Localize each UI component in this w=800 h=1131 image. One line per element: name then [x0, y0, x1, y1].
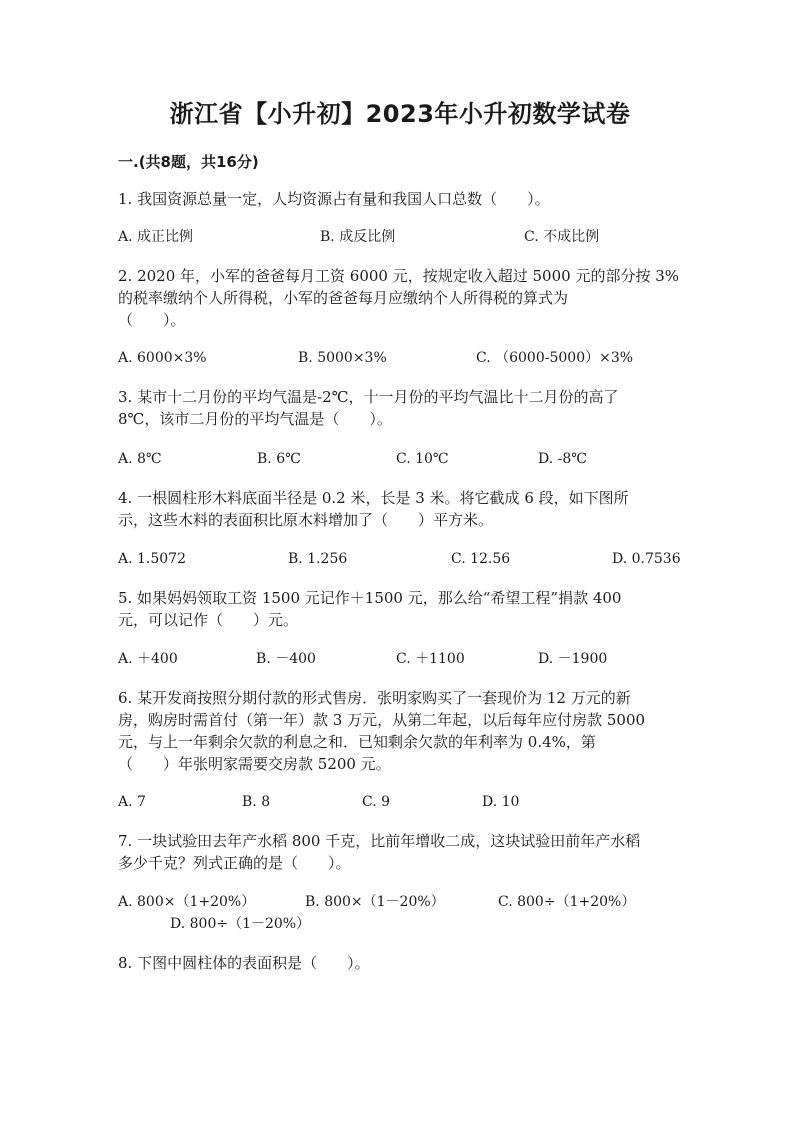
- page-title: 浙江省【小升初】2023年小升初数学试卷: [169, 100, 631, 128]
- q3-option-c: C. 10℃: [396, 451, 449, 467]
- q6-option-a: A. 7: [118, 794, 146, 810]
- q5-option-b: B. －400: [256, 651, 316, 667]
- q6-option-b: B. 8: [242, 794, 271, 810]
- question-4-line-1: 4. 一根圆柱形木料底面半径是 0.2 米，长是 3 米。将它截成 6 段，如下图所: [118, 489, 629, 507]
- q5-option-c: C. ＋1100: [396, 651, 465, 667]
- question-7-line-1: 7. 一块试验田去年产水稻 800 千克，比前年增收二成，这块试验田前年产水稻: [118, 832, 641, 850]
- q7-option-c: C. 800÷（1+20%）: [498, 894, 636, 910]
- question-3-line-2: 8℃，该市二月份的平均气温是（ ）。: [118, 410, 392, 428]
- q3-option-d: D. -8℃: [538, 451, 587, 467]
- question-6-line-1: 6. 某开发商按照分期付款的形式售房．张明家购买了一套现价为 12 万元的新: [118, 689, 631, 707]
- q6-option-d: D. 10: [482, 794, 520, 810]
- q1-option-b: B. 成反比例: [320, 229, 396, 245]
- q5-option-d: D. －1900: [538, 651, 608, 667]
- q1-option-a: A. 成正比例: [118, 229, 194, 245]
- question-6-line-3: 元，与上一年剩余欠款的利息之和．已知剩余欠款的年利率为 0.4%，第: [118, 733, 596, 751]
- q1-option-c: C. 不成比例: [524, 229, 600, 245]
- q4-option-a: A. 1.5072: [118, 551, 186, 567]
- question-2-line-2: 的税率缴纳个人所得税，小军的爸爸每月应缴纳个人所得税的算式为: [118, 289, 569, 307]
- question-6-line-4: （ ）年张明家需要交房款 5200 元。: [118, 755, 391, 773]
- q2-option-b: B. 5000×3%: [298, 350, 387, 366]
- question-2-line-1: 2. 2020 年，小军的爸爸每月工资 6000 元，按规定收入超过 5000 元的部分按 3%: [118, 267, 680, 285]
- q3-option-b: B. 6℃: [257, 451, 301, 467]
- question-4-line-2: 示，这些木料的表面积比原木料增加了（ ）平方米。: [118, 511, 494, 529]
- section-heading: 一.(共8题，共16分): [118, 153, 259, 171]
- q3-option-a: A. 8℃: [118, 451, 162, 467]
- q2-option-a: A. 6000×3%: [118, 350, 207, 366]
- q5-option-a: A. ＋400: [118, 651, 178, 667]
- question-3-line-1: 3. 某市十二月份的平均气温是-2℃，十一月份的平均气温比十二月份的高了: [118, 388, 619, 406]
- question-1-line-1: 1. 我国资源总量一定，人均资源占有量和我国人口总数（ ）。: [118, 190, 550, 208]
- q4-option-d: D. 0.7536: [612, 551, 681, 567]
- q7-option-a: A. 800×（1+20%）: [118, 894, 256, 910]
- question-6-line-2: 房，购房时需首付（第一年）款 3 万元，从第二年起，以后每年应付房款 5000: [118, 711, 646, 729]
- question-2-line-3: （ ）。: [118, 311, 186, 329]
- question-8-line-1: 8. 下图中圆柱体的表面积是（ ）。: [118, 954, 370, 972]
- q4-option-b: B. 1.256: [288, 551, 348, 567]
- question-5-line-2: 元，可以记作（ ）元。: [118, 611, 299, 629]
- q2-option-c: C. （6000-5000）×3%: [476, 350, 634, 366]
- q7-option-d: D. 800÷（1－20%）: [170, 916, 311, 932]
- q4-option-c: C. 12.56: [451, 551, 511, 567]
- q7-option-b: B. 800×（1－20%）: [305, 894, 445, 910]
- q6-option-c: C. 9: [362, 794, 391, 810]
- question-7-line-2: 多少千克？列式正确的是（ ）。: [118, 854, 351, 872]
- question-5-line-1: 5. 如果妈妈领取工资 1500 元记作＋1500 元，那么给“希望工程”捐款 400: [118, 589, 622, 607]
